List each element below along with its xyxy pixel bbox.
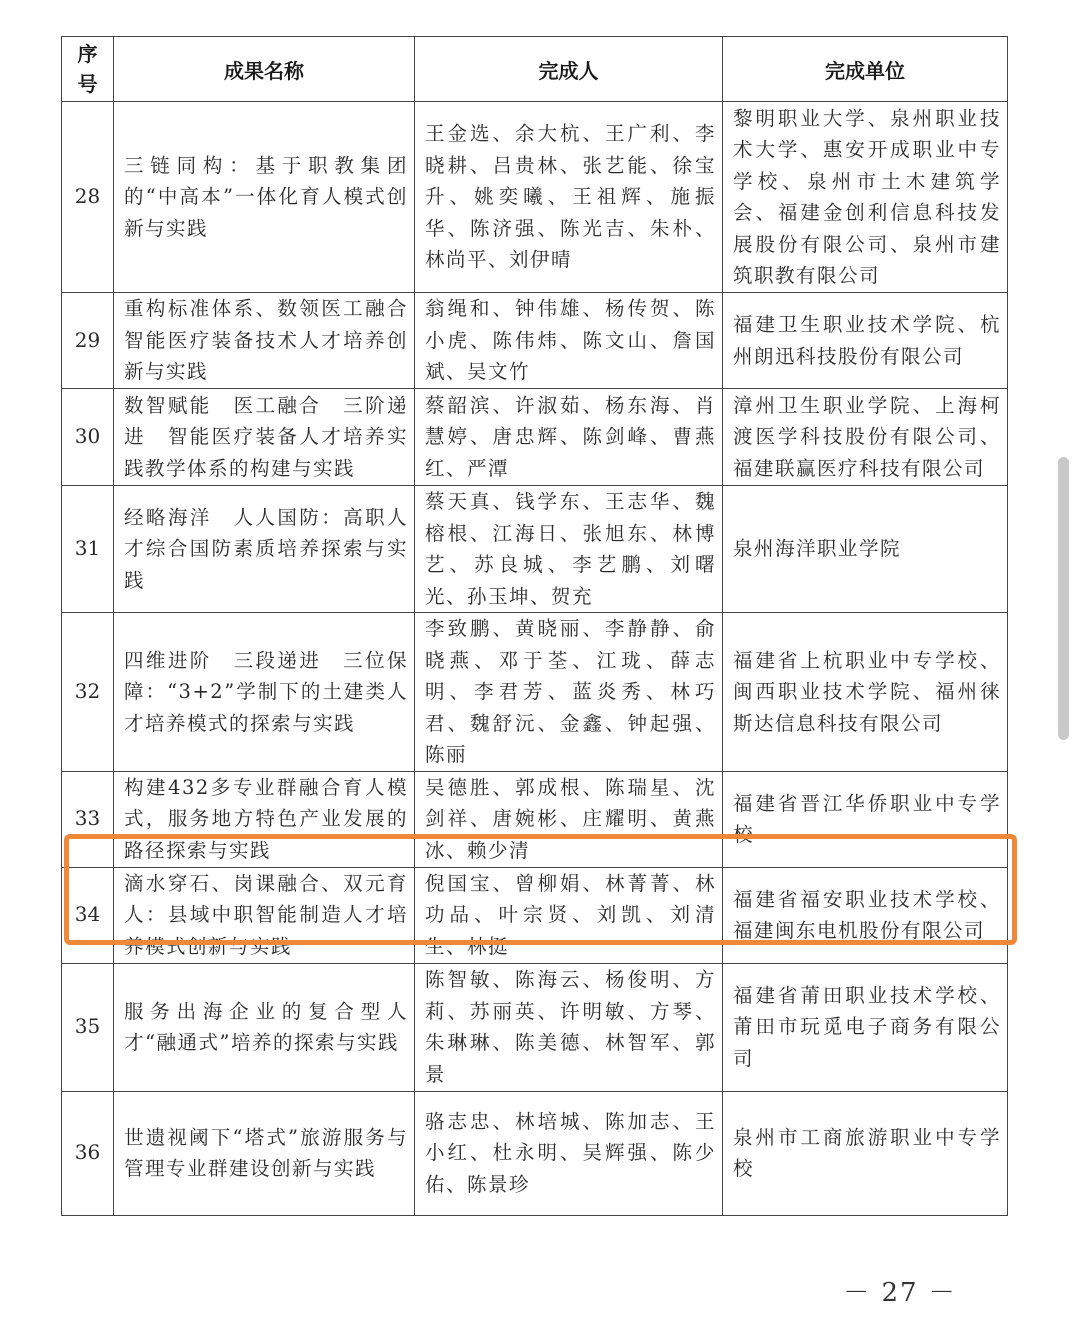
scrollbar-thumb[interactable] <box>1058 457 1069 740</box>
row-number: 29 <box>62 293 114 389</box>
row-unit: 漳州卫生职业学院、上海柯渡医学科技股份有限公司、福建联赢医疗科技有限公司 <box>723 389 1008 486</box>
table-row-highlighted <box>62 867 1008 963</box>
row-number: 36 <box>62 1091 114 1215</box>
table-row <box>62 613 1008 772</box>
row-name: 经略海洋 人人国防：高职人才综合国防素质培养探索与实践 <box>114 486 415 613</box>
row-people: 王金选、余大杭、王广利、李晓耕、吕贵林、张艺能、徐宝升、姚奕曦、王祖辉、施振华、陈济强、陈光吉、朱朴、林尚平、刘伊晴 <box>415 102 723 293</box>
row-unit: 福建省福安职业技术学校、福建闽东电机股份有限公司 <box>723 867 1008 963</box>
table-row <box>62 486 1008 613</box>
header-unit: 完成单位 <box>723 37 1008 102</box>
row-name: 滴水穿石、岗课融合、双元育人：县域中职智能制造人才培养模式创新与实践 <box>114 867 415 963</box>
row-unit: 福建省晋江华侨职业中专学校 <box>723 771 1008 867</box>
awards-table <box>61 36 1008 1216</box>
row-name: 世遗视阈下“塔式”旅游服务与管理专业群建设创新与实践 <box>114 1091 415 1215</box>
row-unit: 泉州海洋职业学院 <box>723 486 1008 613</box>
header-name: 成果名称 <box>114 37 415 102</box>
table-row <box>62 293 1008 389</box>
row-unit: 福建省上杭职业中专学校、闽西职业技术学院、福州徕斯达信息科技有限公司 <box>723 613 1008 772</box>
row-number: 30 <box>62 389 114 486</box>
header-seq-line1: 序 <box>77 42 98 66</box>
row-number: 28 <box>62 102 114 293</box>
row-unit: 福建省莆田职业技术学校、莆田市玩觅电子商务有限公司 <box>723 963 1008 1091</box>
row-name: 数智赋能 医工融合 三阶递进 智能医疗装备人才培养实践教学体系的构建与实践 <box>114 389 415 486</box>
row-people: 陈智敏、陈海云、杨俊明、方莉、苏丽英、许明敏、方琴、朱琳琳、陈美德、林智军、郭景 <box>415 963 723 1091</box>
row-name: 重构标准体系、数领医工融合智能医疗装备技术人才培养创新与实践 <box>114 293 415 389</box>
row-number: 31 <box>62 486 114 613</box>
table-row <box>62 771 1008 867</box>
row-name: 三链同构：基于职教集团的“中高本”一体化育人模式创新与实践 <box>114 102 415 293</box>
table-row <box>62 389 1008 486</box>
row-name: 服务出海企业的复合型人才“融通式”培养的探索与实践 <box>114 963 415 1091</box>
header-seq <box>62 37 114 102</box>
row-number: 34 <box>62 867 114 963</box>
header-seq-line2: 号 <box>77 72 98 96</box>
row-unit: 泉州市工商旅游职业中专学校 <box>723 1091 1008 1215</box>
page-number: － 27 － <box>843 1278 957 1308</box>
header-people: 完成人 <box>415 37 723 102</box>
row-number: 33 <box>62 771 114 867</box>
row-people: 蔡韶滨、许淑茹、杨东海、肖慧婷、唐忠辉、陈剑峰、曹燕红、严潭 <box>415 389 723 486</box>
table-row <box>62 1091 1008 1215</box>
table-header-row <box>62 37 1008 102</box>
row-people: 吴德胜、郭成根、陈瑞星、沈剑祥、唐婉彬、庄耀明、黄燕冰、赖少清 <box>415 771 723 867</box>
row-people: 倪国宝、曾柳娟、林菁菁、林功品、叶宗贤、刘凯、刘清生、林挺 <box>415 867 723 963</box>
row-number: 35 <box>62 963 114 1091</box>
row-name: 四维进阶 三段递进 三位保障：“3+2”学制下的土建类人才培养模式的探索与实践 <box>114 613 415 772</box>
table-row <box>62 102 1008 293</box>
row-number: 32 <box>62 613 114 772</box>
row-unit: 黎明职业大学、泉州职业技术大学、惠安开成职业中专学校、泉州市土木建筑学会、福建金创利信息科技发展股份有限公司、泉州市建筑职教有限公司 <box>723 102 1008 293</box>
row-name: 构建432多专业群融合育人模式，服务地方特色产业发展的路径探索与实践 <box>114 771 415 867</box>
row-people: 李致鹏、黄晓丽、李静静、俞晓燕、邓于荃、江珑、薛志明、李君芳、蓝炎秀、林巧君、魏舒沅、金鑫、钟起强、陈丽 <box>415 613 723 772</box>
row-people: 蔡天真、钱学东、王志华、魏榕根、江海日、张旭东、林博艺、苏良城、李艺鹏、刘曙光、孙玉坤、贺充 <box>415 486 723 613</box>
row-people: 骆志忠、林培城、陈加志、王小红、杜永明、吴辉强、陈少佑、陈景珍 <box>415 1091 723 1215</box>
table-row <box>62 963 1008 1091</box>
row-unit: 福建卫生职业技术学院、杭州朗迅科技股份有限公司 <box>723 293 1008 389</box>
row-people: 翁绳和、钟伟雄、杨传贺、陈小虎、陈伟炜、陈文山、詹国斌、吴文竹 <box>415 293 723 389</box>
